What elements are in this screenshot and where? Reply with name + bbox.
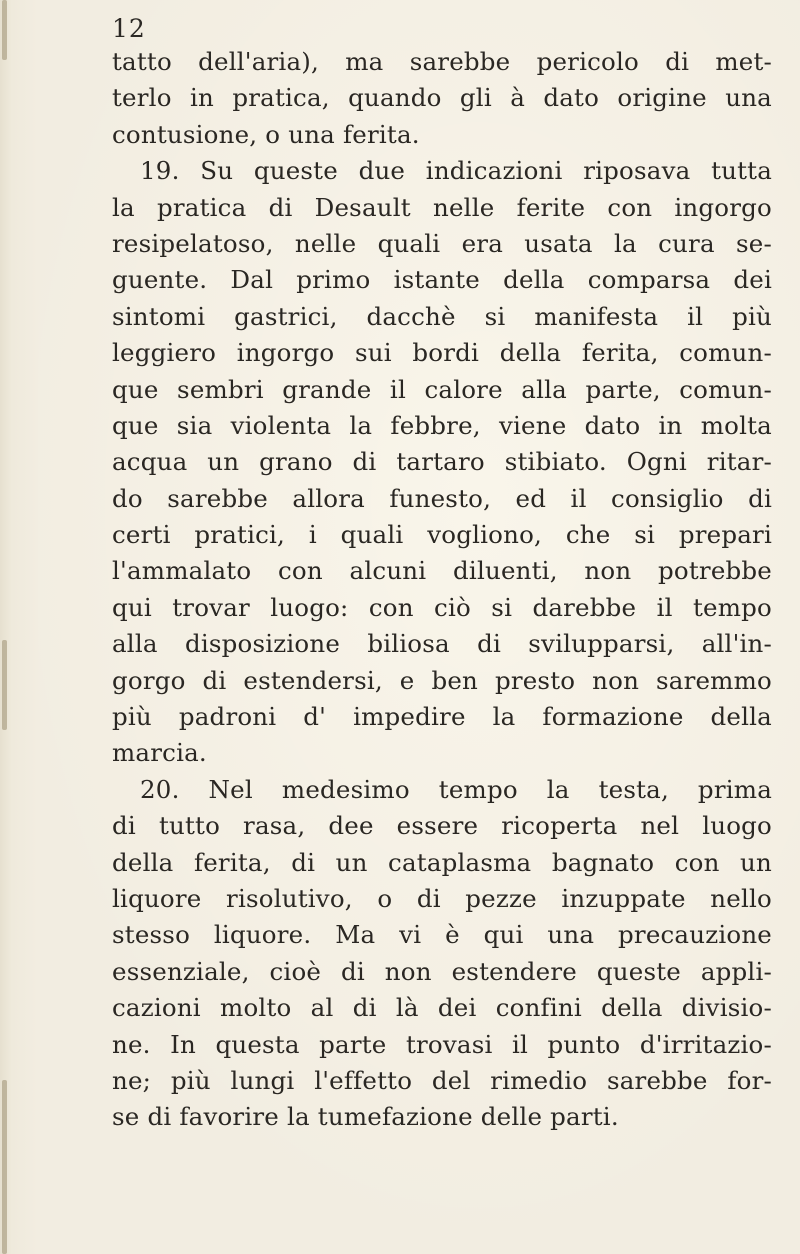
binding-gutter [0, 0, 38, 1254]
text-line: gorgo di estendersi, e ben presto non saremmo [112, 665, 772, 695]
text-line: cazioni molto al di là dei confini della divisio- [112, 993, 772, 1023]
text-line: sintomi gastrici, dacchè si manifesta il più [112, 301, 772, 331]
page-number: 12 [112, 14, 146, 43]
text-line: qui trovar luogo: con ciò si darebbe il tempo [112, 592, 772, 622]
text-line: terlo in pratica, quando gli à dato origine una [112, 83, 772, 113]
text-line: liquore risolutivo, o di pezze inzuppate nello [112, 883, 772, 913]
text-line: della ferita, di un cataplasma bagnato con un [112, 847, 772, 877]
binding-shadow [2, 1080, 7, 1254]
text-line: ne; più lungi l'effetto del rimedio sarebbe for- [112, 1065, 772, 1095]
text-line: marcia. [112, 738, 207, 768]
text-line: acqua un grano di tartaro stibiato. Ogni ritar- [112, 447, 772, 477]
text-line: l'ammalato con alcuni diluenti, non potrebbe [112, 556, 772, 586]
text-line: stesso liquore. Ma vi è qui una precauzione [112, 920, 772, 950]
text-line: que sembri grande il calore alla parte, comun- [112, 374, 772, 404]
paragraph-20-start: 20. Nel medesimo tempo la testa, prima [140, 774, 772, 804]
text-line: di tutto rasa, dee essere ricoperta nel luogo [112, 811, 772, 841]
text-line: tatto dell'aria), ma sarebbe pericolo di met- [112, 47, 772, 76]
text-line: que sia violenta la febbre, viene dato in molta [112, 410, 772, 440]
text-line: do sarebbe allora funesto, ed il consiglio di [112, 483, 772, 513]
text-line: leggiero ingorgo sui bordi della ferita, comun- [112, 338, 772, 368]
text-line: più padroni d' impedire la formazione della [112, 702, 772, 732]
text-line: la pratica di Desault nelle ferite con ingorgo [112, 192, 772, 222]
text-line: se di favorire la tumefazione delle parti. [112, 1102, 619, 1132]
text-line: contusione, o una ferita. [112, 119, 420, 149]
text-line: certi pratici, i quali vogliono, che si prepari [112, 520, 772, 550]
binding-shadow [2, 640, 7, 730]
binding-shadow [2, 0, 7, 60]
paragraph-19-start: 19. Su queste due indicazioni riposava tutta [140, 156, 772, 186]
text-line: guente. Dal primo istante della comparsa dei [112, 265, 772, 295]
text-line: alla disposizione biliosa di svilupparsi, all'in- [112, 629, 772, 659]
text-line: resipelatoso, nelle quali era usata la cura se- [112, 228, 772, 258]
body-text [112, 44, 772, 1136]
text-line: essenziale, cioè di non estendere queste appli- [112, 956, 772, 986]
text-line: ne. In questa parte trovasi il punto d'irritazio- [112, 1029, 772, 1059]
